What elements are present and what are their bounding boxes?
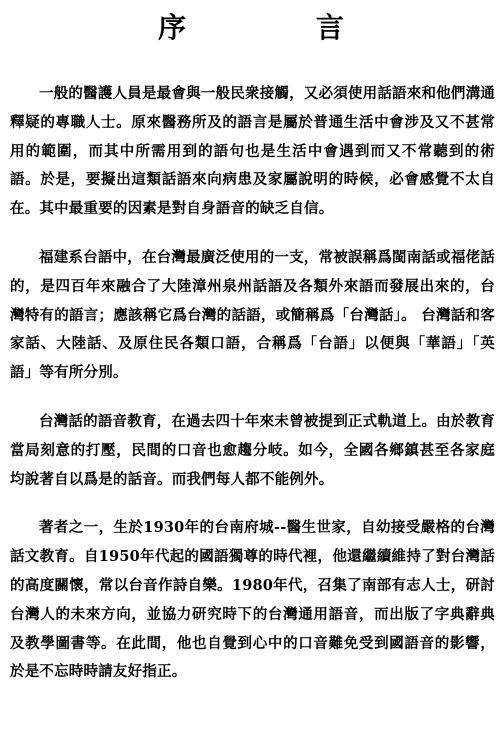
paragraph-4: 著者之一，生於1930年的台南府城--醫生世家，自幼接受嚴格的台灣話文教育。自1950年代起的國語獨尊的時代裡，他還繼續維持了對台灣話的高度關懷，常以台音作詩自樂。1980年代，召集了南部有志人士，研討台灣人的未來方向，並協力研究時下的台灣通用語音，而出版了字典辭典及教學圖書等。在此間，他也自覺到心中的口音難免受到國語音的影響，於是不忘時時請友好指正。: [10, 519, 495, 681]
paragraph-2: 福建系台語中，在台灣最廣泛使用的一支，常被誤稱爲閩南話或福佬話的，是四百年來融合了大陸漳州泉州話語及各類外來語而發展出來的，台灣特有的語言；應該稱它爲台灣的話語，或簡稱爲「台灣話」。 台灣話和客家話、大陸話、及原住民各類口語，合稱爲「台語」以便與「華語」「英語」等有所分別。: [10, 248, 495, 382]
paragraph-3: 台灣話的語音教育，在過去四十年來未曾被提到正式軌道上。由於教育當局刻意的打壓，民間的口音也愈趨分岐。如今，全國各鄉鎮甚至各家庭均說著自以爲是的話音。而我們每人都不能例外。: [10, 412, 495, 488]
body-text: [10, 80, 495, 707]
page-title: 序 言: [158, 11, 404, 44]
paragraph-1: 一般的醫護人員是最會與一般民衆接觸，又必須使用話語來和他們溝通釋疑的專職人士。原來醫務所及的語言是屬於普通生活中會涉及又不甚常用的範圍，而其中所需用到的語句也是生活中會遇到而又不常聽到的術語。於是，要擬出這類話語來向病患及家屬說明的時候，必會感覺不太自在。其中最重要的因素是對自身語音的缺乏自信。: [10, 85, 495, 218]
